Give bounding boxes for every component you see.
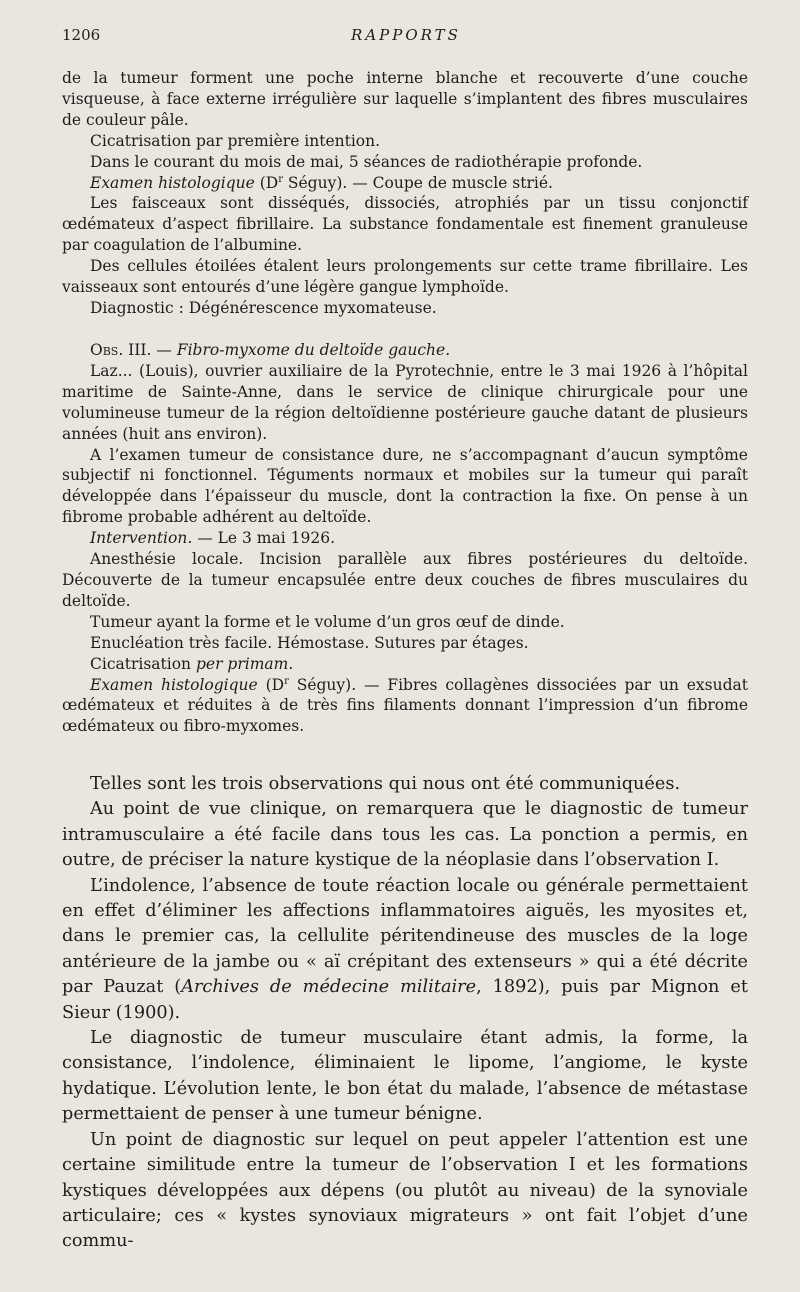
paragraph: Un point de diagnostic sur lequel on peut appeler l’attention est une certaine similitude entre la tumeur de l’observation I et les formations kystiques développées aux dépens (ou plutôt au niveau) de la synoviale articulaire; ces « kystes synoviaux migrateurs » ont fait l’objet d’une commu-: [62, 1129, 748, 1252]
paragraph: de la tumeur forment une poche interne blanche et recouverte d’une couche visqueuse, à face externe irrégulière sur laquelle s’implantent des fibres musculaires de couleur pâle.: [62, 69, 748, 129]
observation-three: [62, 340, 748, 737]
observation-title: Fibro-myxome du deltoïde gauche.: [176, 341, 451, 359]
section-label: Examen histologique: [90, 675, 258, 694]
superscript: r: [284, 675, 289, 687]
italic-text: per primam.: [195, 654, 294, 673]
citation-title: Archives de médecine militaire: [181, 977, 477, 998]
text-run: —: [151, 341, 177, 359]
page-header: [62, 26, 750, 52]
paragraph: Enucléation très facile. Hémostase. Sutures par étages.: [90, 633, 529, 652]
running-head: RAPPORTS: [351, 26, 461, 44]
paragraph: Anesthésie locale. Incision parallèle aux fibres postérieures du deltoïde. Découverte de la tumeur encapsulée entre deux couches de fibres musculaires du deltoïde.: [62, 550, 748, 610]
discussion-text: [62, 772, 748, 1255]
superscript: r: [278, 173, 283, 185]
observation-label: Obs. III.: [90, 341, 152, 359]
paragraph: Laz... (Louis), ouvrier auxiliaire de la Pyrotechnie, entre le 3 mai 1926 à l’hôpital maritime de Sainte-Anne, dans le service de clinique chirurgicale pour une volumineuse tumeur de la région deltoïdienne postérieure gauche datant de plusieurs années (huit ans environ).: [62, 361, 748, 443]
page-number: 1206: [62, 26, 101, 44]
text-run: , 1892), puis par Mignon et Sieur (1900).: [62, 977, 748, 1023]
paragraph: Diagnostic : Dégénérescence myxomateuse.: [90, 298, 437, 317]
text-run: — Le 3 mai 1926.: [192, 529, 335, 548]
paragraph: [62, 654, 748, 675]
text-run: L’indolence, l’absence de toute réaction locale ou générale permettaient en effet d’éliminer les affections inflammatoires aiguës, les myosites et, dans le premier cas, la cellulite péritendineuse des muscles de la loge antérieure de la jambe ou « aï crépitant des extenseurs » qui a été décrite par Pauzat (: [62, 875, 748, 998]
text-run: Séguy). — Fibres collagènes dissociées par un exsudat œdémateux et réduites à de très fins filaments donnant l’impression d’un fibrome œdémateux ou fibro-myxomes.: [62, 675, 749, 736]
text-run: Cicatrisation: [90, 654, 196, 673]
observation-heading: [62, 340, 748, 361]
section-label: Intervention.: [90, 529, 193, 548]
paragraph: Au point de vue clinique, on remarquera que le diagnostic de tumeur intramusculaire a été facile dans tous les cas. La ponction a permis, en outre, de préciser la nature kystique de la néoplasie dans l’observation I.: [62, 799, 748, 871]
paragraph: Les faisceaux sont disséqués, dissociés, atrophiés par un tissu conjonctif œdémateux d’aspect fibrillaire. La substance fondamentale est finement granuleuse par coagulation de l’albumine.: [62, 194, 748, 255]
paragraph: Tumeur ayant la forme et le volume d’un gros œuf de dinde.: [90, 612, 565, 631]
observation-continuation: [62, 68, 748, 319]
paragraph: [62, 874, 748, 1026]
paragraph: A l’examen tumeur de consistance dure, ne s’accompagnant d’aucun symptôme subjectif ni fonctionnel. Téguments normaux et mobiles sur la tumeur qui paraît développée dans l’épaisseur du muscle, dont la contraction la fixe. On pense à un fibrome probable adhérent au deltoïde.: [62, 445, 748, 527]
paragraph: Cicatrisation par première intention.: [90, 131, 381, 150]
paragraph: [62, 528, 748, 549]
text-run: (D: [254, 173, 279, 192]
paragraph: Telles sont les trois observations qui nous ont été communiquées.: [90, 774, 681, 794]
text-run: (D: [257, 675, 285, 694]
paragraph: [62, 173, 748, 194]
paragraph: Le diagnostic de tumeur musculaire étant admis, la forme, la consistance, l’indolence, éliminaient le lipome, l’angiome, le kyste hydatique. L’évolution lente, le bon état du malade, l’absence de métastase permettaient de penser à une tumeur bénigne.: [62, 1028, 748, 1125]
paragraph: Dans le courant du mois de mai, 5 séances de radiothérapie profonde.: [90, 152, 643, 171]
text-run: Séguy). — Coupe de muscle strié.: [282, 173, 553, 192]
paragraph: [62, 675, 748, 738]
section-label: Examen histologique: [90, 173, 255, 192]
paragraph: Des cellules étoilées étalent leurs prolongements sur cette trame fibrillaire. Les vaisseaux sont entourés d’une légère gangue lymphoïde.: [62, 257, 748, 297]
